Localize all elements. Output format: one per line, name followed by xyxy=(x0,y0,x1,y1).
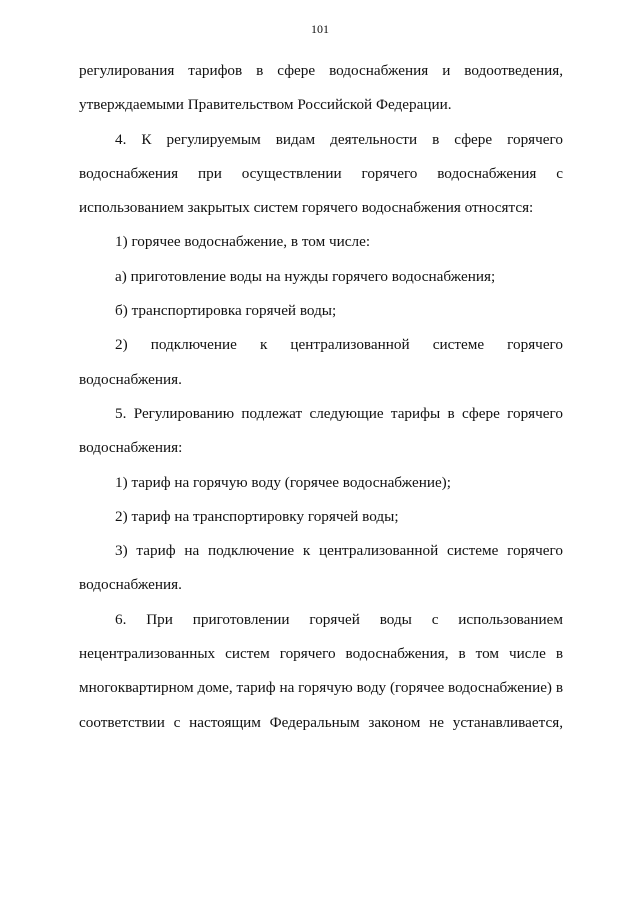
text-line: 2) тариф на транспортировку горячей воды; xyxy=(115,507,399,525)
text-line: 3) тариф на подключение к централизованной системе горячего xyxy=(115,542,563,560)
text-line: водоснабжения: xyxy=(79,439,183,457)
text-line: нецентрализованных систем горячего водоснабжения, в том числе в xyxy=(79,645,563,663)
text-line: водоснабжения. xyxy=(79,370,182,388)
text-line: использованием закрытых систем горячего водоснабжения относятся: xyxy=(79,199,534,217)
text-line: водоснабжения. xyxy=(79,576,182,594)
document-body xyxy=(79,54,563,740)
text-line: 1) тариф на горячую воду (горячее водоснабжение); xyxy=(115,473,451,491)
text-line: 4. К регулируемым видам деятельности в сфере горячего xyxy=(115,130,563,148)
text-line: многоквартирном доме, тариф на горячую воду (горячее водоснабжение) в xyxy=(79,679,563,697)
text-line: б) транспортировка горячей воды; xyxy=(115,302,337,320)
text-line: утверждаемыми Правительством Российской Федерации. xyxy=(79,96,452,114)
text-line: 5. Регулированию подлежат следующие тарифы в сфере горячего xyxy=(115,404,563,422)
text-line: 1) горячее водоснабжение, в том числе: xyxy=(115,233,371,251)
text-line: соответствии с настоящим Федеральным законом не устанавливается, xyxy=(79,713,563,731)
text-line: водоснабжения при осуществлении горячего водоснабжения с xyxy=(79,164,563,182)
text-line: а) приготовление воды на нужды горячего водоснабжения; xyxy=(115,267,496,285)
page-number: 101 xyxy=(311,22,329,36)
text-line: 6. При приготовлении горячей воды с использованием xyxy=(115,610,563,628)
text-line: регулирования тарифов в сфере водоснабжения и водоотведения, xyxy=(79,62,563,79)
text-line: 2) подключение к централизованной системе горячего xyxy=(115,336,563,354)
